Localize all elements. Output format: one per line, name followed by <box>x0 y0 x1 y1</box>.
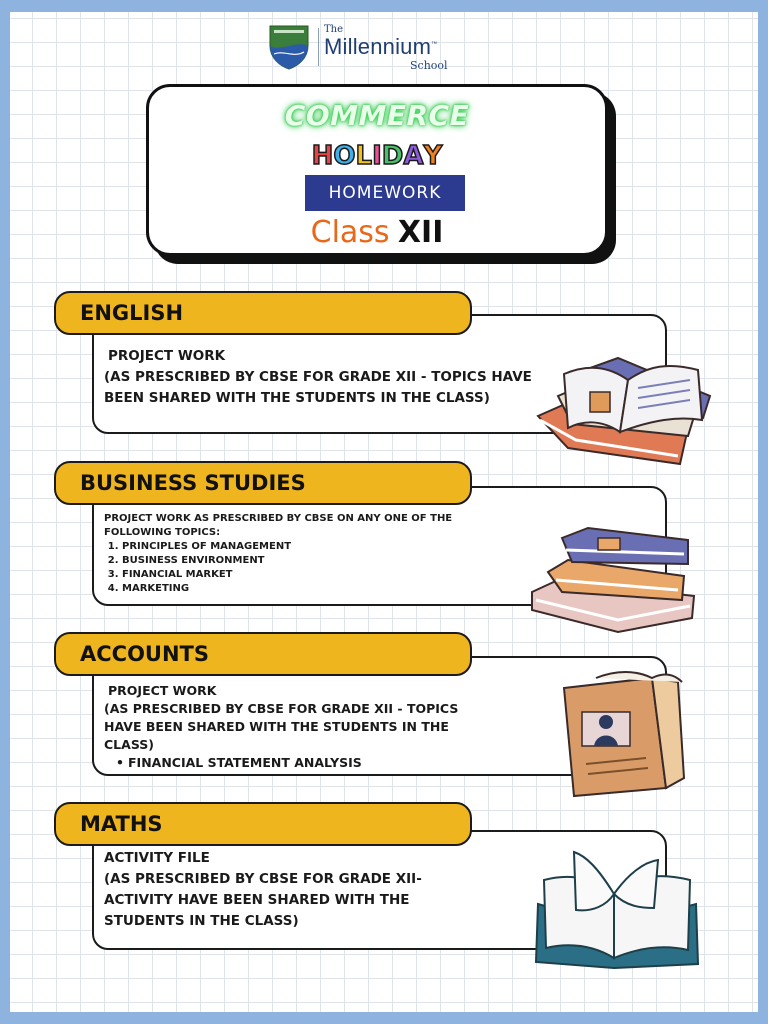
title-card <box>146 84 608 256</box>
open-book-icon <box>534 846 700 970</box>
body-line: PROJECT WORK <box>108 683 217 698</box>
holiday-letter: I <box>372 141 382 171</box>
holiday-letter: L <box>355 141 373 171</box>
holiday-letter: A <box>403 141 424 171</box>
title-commerce: COMMERCE <box>284 99 470 132</box>
body-line: PROJECT WORK <box>108 348 226 364</box>
title-holiday <box>149 141 605 171</box>
standing-book-icon <box>556 668 690 802</box>
list-item: 3. FINANCIAL MARKET <box>122 568 474 582</box>
title-homework: HOMEWORK <box>305 175 465 211</box>
school-logo <box>268 24 468 72</box>
body-line: (AS PRESCRIBED BY CBSE FOR GRADE XII - TOPICS HAVE BEEN SHARED WITH THE STUDENTS IN THE CLASS) <box>104 701 459 752</box>
body-intro: PROJECT WORK AS PRESCRIBED BY CBSE ON ANY ONE OF THE FOLLOWING TOPICS: <box>104 513 453 538</box>
title-class-number: XII <box>397 215 444 250</box>
section-heading: ENGLISH <box>54 291 472 335</box>
body-line: (AS PRESCRIBED BY CBSE FOR GRADE XII - TOPICS HAVE BEEN SHARED WITH THE STUDENTS IN THE CLASS) <box>104 369 532 406</box>
logo-name: Millennium™ <box>324 34 438 59</box>
section-heading: BUSINESS STUDIES <box>54 461 472 505</box>
open-book-on-stack-icon <box>528 336 718 472</box>
bullet-item: • FINANCIAL STATEMENT ANALYSIS <box>104 754 464 772</box>
title-class <box>149 215 605 250</box>
body-line: ACTIVITY FILE <box>104 850 210 866</box>
section-body <box>104 682 464 772</box>
list-item: 2. BUSINESS ENVIRONMENT <box>122 554 474 568</box>
section-body <box>104 346 534 409</box>
holiday-letter: H <box>311 141 334 171</box>
list-item: 1. PRINCIPLES OF MANAGEMENT <box>122 540 474 554</box>
topic-list <box>122 540 474 596</box>
body-line: (AS PRESCRIBED BY CBSE FOR GRADE XII- ACTIVITY HAVE BEEN SHARED WITH THE STUDENTS IN THE CLASS) <box>104 871 422 929</box>
logo-the: The <box>324 24 344 35</box>
stacked-books-icon <box>528 520 702 636</box>
section-body <box>104 848 464 932</box>
holiday-letter: Y <box>423 141 443 171</box>
holiday-letter: O <box>333 141 356 171</box>
holiday-letter: D <box>381 141 404 171</box>
title-class-word: Class <box>310 215 390 250</box>
section-heading: MATHS <box>54 802 472 846</box>
list-item: 4. MARKETING <box>122 582 474 596</box>
school-crest-icon <box>268 24 310 70</box>
logo-divider <box>318 28 319 66</box>
logo-subtitle: School <box>410 59 448 72</box>
section-body <box>104 512 474 596</box>
section-heading: ACCOUNTS <box>54 632 472 676</box>
